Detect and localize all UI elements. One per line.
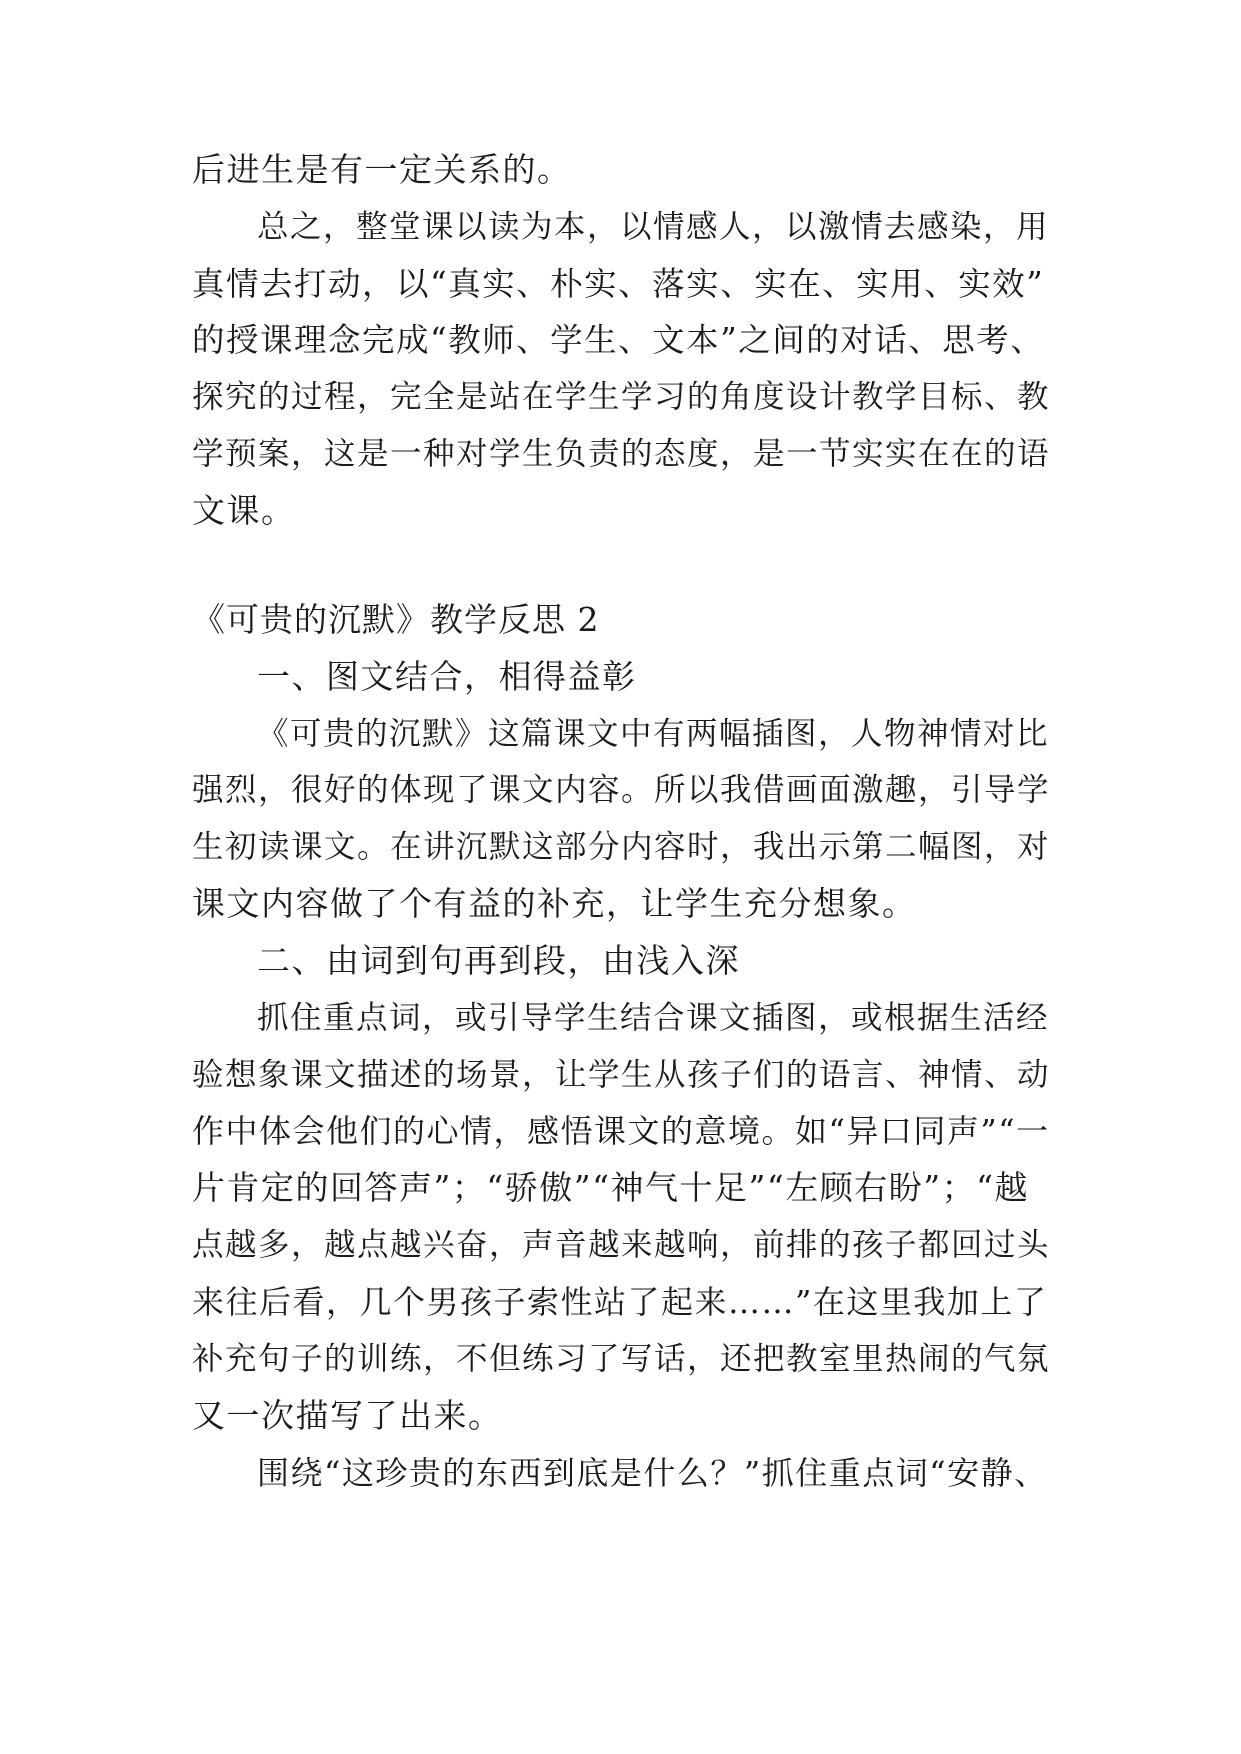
paragraph-line: 点越多，越点越兴奋，声音越来越响，前排的孩子都回过头 xyxy=(192,1227,1051,1263)
paragraph-line: 生初读课文。在讲沉默这部分内容时，我出示第二幅图，对 xyxy=(192,829,1051,865)
paragraph-line: 学预案，这是一种对学生负责的态度，是一节实实在在的语 xyxy=(192,436,1051,472)
subheading: 一、图文结合，相得益彰 xyxy=(257,657,637,696)
paragraph-line: 验想象课文描述的场景，让学生从孩子们的语言、神情、动 xyxy=(192,1057,1051,1093)
subheading: 二、由词到句再到段，由浅入深 xyxy=(257,941,740,980)
paragraph-line: 片肯定的回答声”；“骄傲”“神气十足”“左顾右盼”；“越 xyxy=(192,1168,1029,1207)
paragraph-line: 抓住重点词，或引导学生结合课文插图，或根据生活经 xyxy=(257,1000,1050,1036)
paragraph-line: 围绕“这珍贵的东西到底是什么？”抓住重点词“安静、 xyxy=(257,1454,1048,1492)
paragraph-line: 课文内容做了个有益的补充，让学生充分想象。 xyxy=(192,884,917,923)
paragraph-line: 来往后看，几个男孩子索性站了起来……”在这里我加上了 xyxy=(192,1283,1048,1321)
paragraph-line: 作中体会他们的心情，感悟课文的意境。如“异口同声”“一 xyxy=(192,1112,1050,1150)
paragraph-line: 总之，整堂课以读为本，以情感人，以激情去感染，用 xyxy=(257,209,1050,245)
paragraph-line: 真情去打动，以“真实、朴实、落实、实在、实用、实效” xyxy=(192,265,1045,303)
paragraph-line: 文课。 xyxy=(192,491,296,530)
paragraph-line: 强烈，很好的体现了课文内容。所以我借画面激趣，引导学 xyxy=(192,772,1051,808)
paragraph-line: 又一次描写了出来。 xyxy=(192,1396,503,1435)
paragraph-line: 探究的过程，完全是站在学生学习的角度设计教学目标、教 xyxy=(192,379,1051,415)
paragraph-line: 补充句子的训练，不但练习了写话，还把教室里热闹的气氛 xyxy=(192,1341,1051,1377)
paragraph-line: 《可贵的沉默》这篇课文中有两幅插图，人物神情对比 xyxy=(257,716,1050,752)
paragraph-line: 后进生是有一定关系的。 xyxy=(192,150,572,189)
section-title: 《可贵的沉默》教学反思 2 xyxy=(192,600,600,639)
paragraph-line: 的授课理念完成“教师、学生、文本”之间的对话、思考、 xyxy=(192,321,1045,359)
